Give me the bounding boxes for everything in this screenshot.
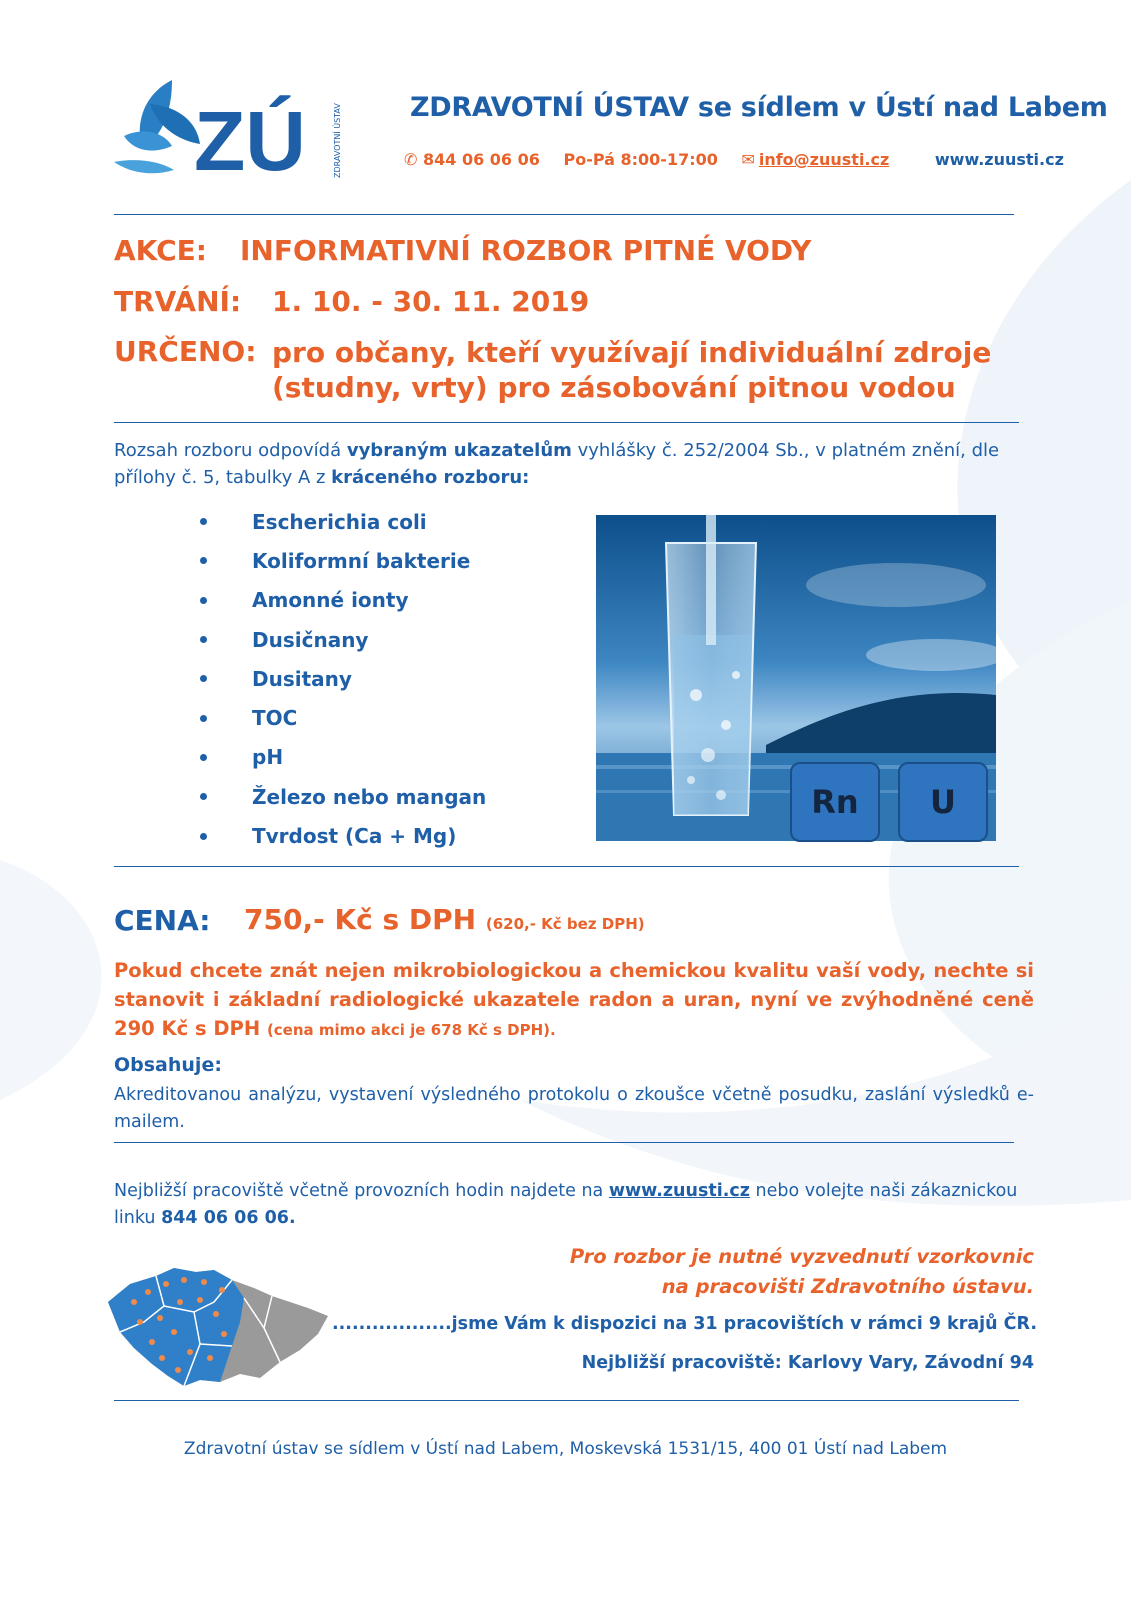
contains-text: Akreditovanou analýzu, vystavení výsledného protokolu o zkoušce včetně posudku, zaslání výsledků e-mailem.	[114, 1085, 1034, 1132]
nearest-workplace: Nejbližší pracoviště: Karlovy Vary, Závodní 94	[581, 1353, 1034, 1373]
indicator-label: Dusitany	[252, 666, 352, 691]
radiology-offer	[114, 956, 1034, 1045]
duration-label: TRVÁNÍ:	[114, 285, 242, 318]
logo-vertical-text: ZDRAVOTNÍ ÚSTAV	[333, 103, 342, 178]
action-row	[114, 234, 207, 267]
divider	[114, 866, 1019, 867]
price-amount: 750,- Kč s DPH	[244, 903, 477, 936]
price-label: CENA:	[114, 904, 211, 937]
divider	[114, 422, 1019, 423]
nearest-text-1: Nejbližší pracoviště včetně provozních hodin najdete na	[114, 1181, 609, 1201]
duration-row	[114, 285, 241, 318]
organization-name: ZDRAVOTNÍ ÚSTAV se sídlem v Ústí nad Labem	[410, 92, 1108, 123]
indicator-label: Železo nebo mangan	[252, 784, 487, 809]
target-line-2: (studny, vrty) pro zásobování pitnou vodou	[272, 371, 956, 404]
target-line-1: pro občany, kteří využívají individuální zdroje	[272, 336, 992, 369]
scope-bold-1: vybraným ukazatelům	[346, 440, 572, 461]
bullet-icon	[200, 557, 207, 564]
zu-logo	[114, 74, 350, 182]
divider	[114, 214, 1014, 215]
action-value	[240, 234, 811, 267]
website-link[interactable]: www.zuusti.cz	[934, 150, 1064, 169]
czech-map	[104, 1262, 332, 1392]
availability-text: ..................jsme Vám k dispozici na 31 pracovištích v rámci 9 krajů ČR.	[332, 1314, 1037, 1334]
scope-bold-2: kráceného rozboru:	[331, 467, 530, 488]
pickup-line-2: na pracovišti Zdravotního ústavu.	[661, 1275, 1034, 1298]
price-note: (620,- Kč bez DPH)	[485, 915, 645, 933]
uranium-symbol: U	[930, 783, 956, 821]
scope-text-1: Rozsah rozboru odpovídá	[114, 440, 347, 461]
action-label: AKCE:	[114, 234, 207, 267]
action-value-text: INFORMATIVNÍ ROZBOR PITNÉ VODY	[240, 234, 812, 267]
scope-text-2: vyhlášky č. 252/2004 Sb., v platném znění, dle přílohy č. 5, tabulky A z	[114, 440, 1000, 488]
nearest-workplace-info	[114, 1178, 1034, 1232]
duration-value-text: 1. 10. - 30. 11. 2019	[272, 285, 590, 318]
indicator-list	[200, 502, 486, 856]
bullet-icon	[200, 636, 207, 643]
radon-symbol: Rn	[811, 783, 859, 821]
list-item	[200, 659, 486, 698]
list-item	[200, 541, 486, 580]
list-item	[200, 502, 486, 541]
indicator-label: Amonné ionty	[252, 588, 409, 613]
phone-number[interactable]: ✆ 844 06 06 06	[404, 150, 540, 169]
customer-line-phone[interactable]: 844 06 06 06.	[161, 1208, 296, 1228]
contact-bar	[404, 150, 1064, 169]
svg-text:ZÚ: ZÚ	[194, 94, 306, 182]
target-label: URČENO:	[114, 335, 257, 368]
bullet-icon	[200, 793, 207, 800]
scope-text	[114, 437, 1034, 491]
email-link[interactable]: info@zuusti.cz	[758, 150, 890, 169]
uranium-badge	[898, 762, 988, 842]
duration-value	[272, 285, 589, 318]
bullet-icon	[200, 715, 207, 722]
target-value	[272, 335, 991, 405]
indicator-label: Tvrdost (Ca + Mg)	[252, 824, 457, 849]
contains-heading: Obsahuje:	[114, 1054, 222, 1076]
leaf-icon	[114, 80, 200, 173]
list-item	[200, 738, 486, 777]
indicator-label: Dusičnany	[252, 627, 369, 652]
bullet-icon	[200, 833, 207, 840]
email-link-wrap[interactable]	[741, 150, 907, 169]
indicator-label: TOC	[252, 706, 298, 731]
envelope-icon: ✉	[741, 150, 755, 169]
bullet-icon	[200, 675, 207, 682]
divider	[114, 1142, 1014, 1143]
offer-note: (cena mimo akci je 678 Kč s DPH).	[266, 1021, 556, 1039]
indicator-label: pH	[252, 745, 284, 770]
list-item	[200, 777, 486, 816]
target-row	[114, 335, 256, 368]
list-item	[200, 620, 486, 659]
nearest-text-2: nebo volejte naši zákaznickou linku	[114, 1181, 1018, 1228]
bullet-icon	[200, 518, 207, 525]
indicator-label: Koliformní bakterie	[252, 548, 471, 573]
website-link-inline[interactable]: www.zuusti.cz	[608, 1181, 750, 1201]
list-item	[200, 581, 486, 620]
radon-badge	[790, 762, 880, 842]
pickup-notice	[570, 1242, 1034, 1302]
divider	[114, 1400, 1019, 1401]
footer-address: Zdravotní ústav se sídlem v Ústí nad Labem, Moskevská 1531/15, 400 01 Ústí nad Labem	[183, 1439, 948, 1459]
bullet-icon	[200, 597, 207, 604]
list-item	[200, 816, 486, 855]
price-value	[244, 903, 645, 936]
pickup-line-1: Pro rozbor je nutné vyzvednutí vzorkovnic	[569, 1245, 1034, 1268]
offer-text: Pokud chcete znát nejen mikrobiologickou a chemickou kvalitu vaší vody, nechte si stanovit i základní radiologické ukazatele radon a uran, nyní ve zvýhodněné ceně 290 Kč s DPH	[114, 959, 1034, 1040]
bullet-icon	[200, 754, 207, 761]
logo-letters	[194, 94, 306, 182]
office-hours: Po-Pá 8:00-17:00	[563, 150, 718, 169]
indicator-label: Escherichia coli	[252, 509, 427, 534]
list-item	[200, 698, 486, 737]
